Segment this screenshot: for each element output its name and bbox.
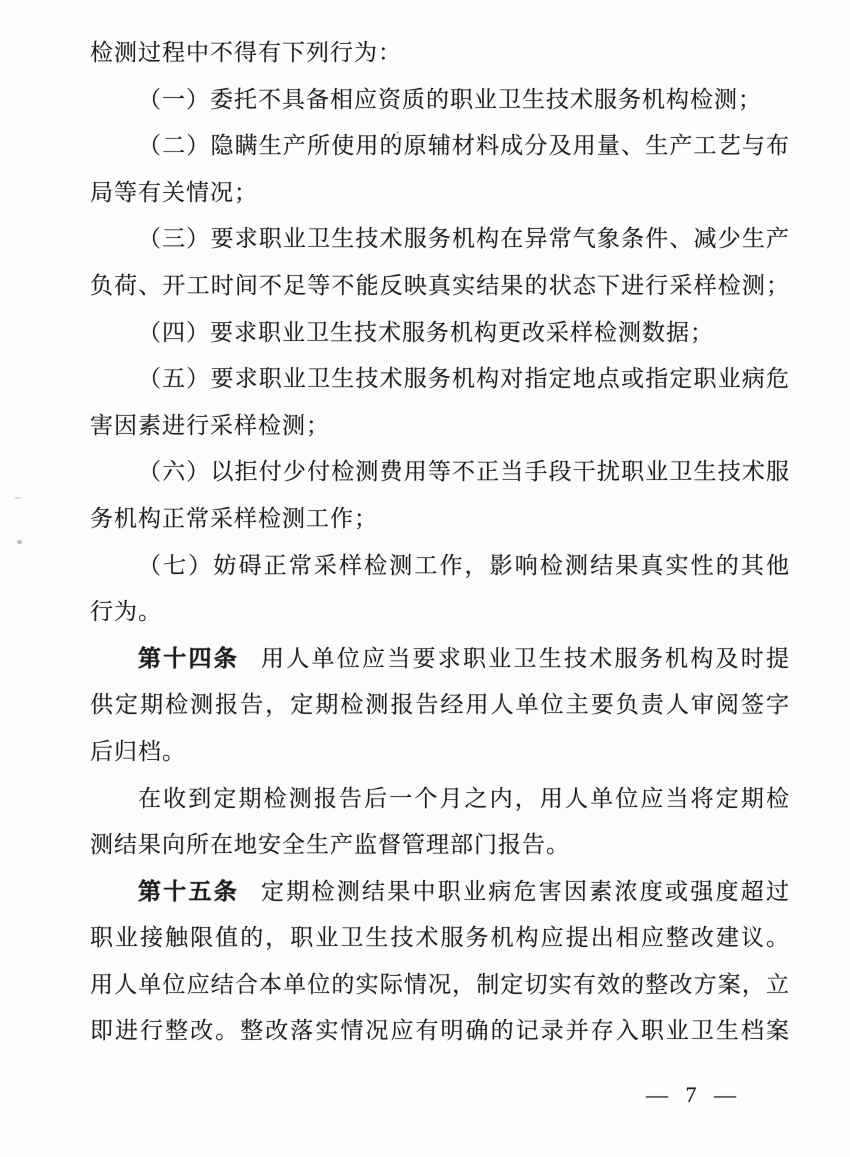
doc-line: 行为。 bbox=[90, 599, 162, 625]
doc-line-item-7: （七）妨碍正常采样检测工作，影响检测结果真实性的其他 bbox=[138, 552, 790, 578]
text-column bbox=[90, 30, 790, 1055]
doc-line: 测结果向所在地安全生产监督管理部门报告。 bbox=[90, 832, 570, 858]
doc-line: 在收到定期检测报告后一个月之内，用人单位应当将定期检 bbox=[138, 785, 790, 811]
doc-line: 局等有关情况； bbox=[90, 179, 258, 205]
doc-line: 职业接触限值的，职业卫生技术服务机构应提出相应整改建议。 bbox=[90, 925, 790, 951]
article-14-number: 第十四条 bbox=[138, 645, 239, 671]
doc-line: 供定期检测报告，定期检测报告经用人单位主要负责人审阅签字 bbox=[90, 692, 790, 718]
doc-line-item-1: （一）委托不具备相应资质的职业卫生技术服务机构检测； bbox=[138, 86, 762, 112]
doc-line: 用人单位应结合本单位的实际情况，制定切实有效的整改方案，立 bbox=[90, 971, 790, 997]
doc-line-item-4: （四）要求职业卫生技术服务机构更改采样检测数据； bbox=[138, 319, 714, 345]
article-15-heading-line bbox=[90, 869, 790, 916]
doc-line: 检测过程中不得有下列行为： bbox=[90, 40, 402, 65]
article-15-text: 定期检测结果中职业病危害因素浓度或强度超过 bbox=[261, 878, 790, 904]
doc-line-item-5: （五）要求职业卫生技术服务机构对指定地点或指定职业病危 bbox=[138, 366, 790, 392]
article-15-number: 第十五条 bbox=[138, 878, 239, 904]
doc-line: 后归档。 bbox=[90, 738, 186, 764]
doc-line: 务机构正常采样检测工作； bbox=[90, 505, 378, 531]
scan-speckle bbox=[14, 497, 21, 499]
doc-line: 即进行整改。整改落实情况应有明确的记录并存入职业卫生档案 bbox=[90, 1018, 790, 1044]
page-number: — 7 — bbox=[646, 1082, 742, 1107]
article-14-text: 用人单位应当要求职业卫生技术服务机构及时提 bbox=[261, 645, 790, 671]
doc-line: 害因素进行采样检测； bbox=[90, 412, 330, 438]
doc-line: 负荷、开工时间不足等不能反映真实结果的状态下进行采样检测； bbox=[90, 272, 790, 298]
scan-speckle bbox=[396, 131, 399, 134]
scan-speckle bbox=[508, 286, 511, 289]
doc-line-item-6: （六）以拒付少付检测费用等不正当手段干扰职业卫生技术服 bbox=[138, 459, 790, 485]
doc-line-item-3: （三）要求职业卫生技术服务机构在异常气象条件、减少生产 bbox=[138, 226, 790, 252]
doc-line-item-2: （二）隐瞒生产所使用的原辅材料成分及用量、生产工艺与布 bbox=[138, 133, 790, 159]
article-14-heading-line bbox=[90, 636, 790, 683]
scan-speckle bbox=[17, 540, 22, 544]
